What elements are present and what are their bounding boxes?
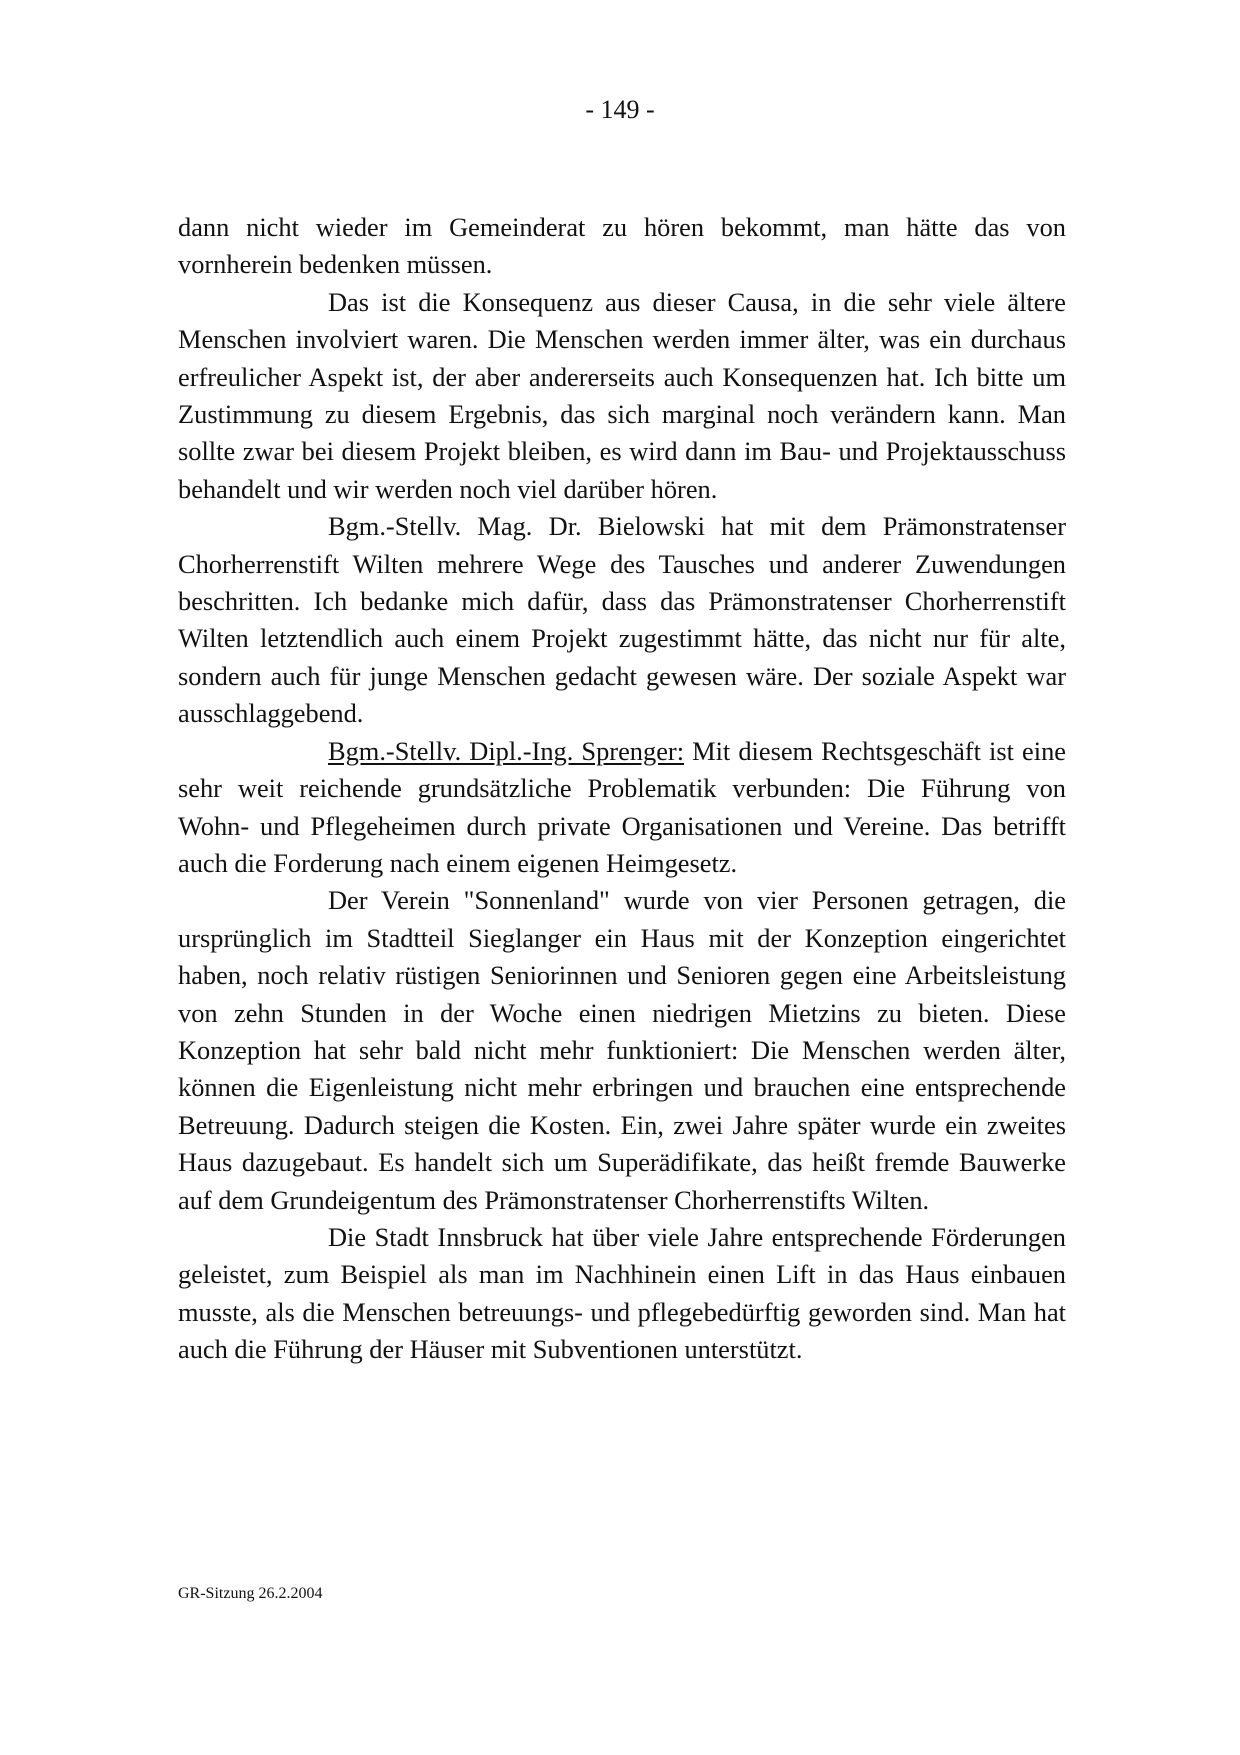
paragraph [178,1219,1066,1369]
paragraph-text: Der Verein "Sonnenland" wurde von vier Personen getragen, die ursprünglich im Stadtteil Sieglanger ein Haus mit der Konzeption eingerichtet haben, noch relativ rüstigen Seniorinnen und Senioren gegen eine Arbeitsleistung von zehn Stunden in der Woche einen niedrigen Mietzins zu bieten. Diese Konzeption hat sehr bald nicht mehr funktioniert: Die Menschen werden älter, können die Eigenleistung nicht mehr erbringen und brauchen eine entsprechende Betreuung. Dadurch steigen die Kosten. Ein, zwei Jahre später wurde ein zweites Haus dazugebaut. Es handelt sich um Superädifikate, das heißt fremde Bauwerke auf dem Grundeigentum des Prämonstratenser Chorherrenstifts Wilten. [178,885,1066,1215]
paragraph [178,284,1066,508]
page-number: - 149 - [585,95,655,124]
paragraph-speaker-statement [178,733,1066,883]
footer-session-date: GR-Sitzung 26.2.2004 [178,1585,323,1602]
paragraph [178,508,1066,732]
speaker-name: Bgm.-Stellv. Dipl.-Ing. Sprenger: [328,735,685,766]
paragraph-text: Die Stadt Innsbruck hat über viele Jahre entsprechende Förderungen geleistet, zum Beispiel als man im Nachhinein einen Lift in das Haus einbauen musste, als die Menschen betreuungs- und pflegebedürftig geworden sind. Man hat auch die Führung der Häuser mit Subventionen unterstützt. [178,1221,1066,1365]
paragraph-text: Bgm.-Stellv. Mag. Dr. Bielowski hat mit dem Prämonstratenser Chorherrenstift Wilten mehrere Wege des Tausches und anderer Zuwendungen beschritten. Ich bedanke mich dafür, dass das Prämonstratenser Chorherrenstift Wilten letztendlich auch einem Projekt zugestimmt hätte, das nicht nur für alte, sondern auch für junge Menschen gedacht gewesen wäre. Der soziale Aspekt war ausschlaggebend. [178,511,1066,729]
paragraph [178,882,1066,1219]
paragraph-text: dann nicht wieder im Gemeinderat zu hören bekommt, man hätte das von vornherein bedenken müssen. [178,212,1066,280]
body-text [178,209,1066,1369]
paragraph-continuation [178,209,1066,284]
paragraph-text: Mit diesem Rechtsgeschäft ist eine sehr weit reichende grundsätzliche Problematik verbunden: Die Führung von Wohn- und Pflegeheimen durch private Organisationen und Vereine. Das betrifft auch die Forderung nach einem eigenen Heimgesetz. [178,735,1066,878]
paragraph-text: Das ist die Konsequenz aus dieser Causa, in die sehr viele ältere Menschen involviert waren. Die Menschen werden immer älter, was ein durchaus erfreulicher Aspekt ist, der aber andererseits auch Konsequenzen hat. Ich bitte um Zustimmung zu diesem Ergebnis, das sich marginal noch verändern kann. Man sollte zwar bei diesem Projekt bleiben, es wird dann im Bau- und Projektausschuss behandelt und wir werden noch viel darüber hören. [178,286,1066,504]
